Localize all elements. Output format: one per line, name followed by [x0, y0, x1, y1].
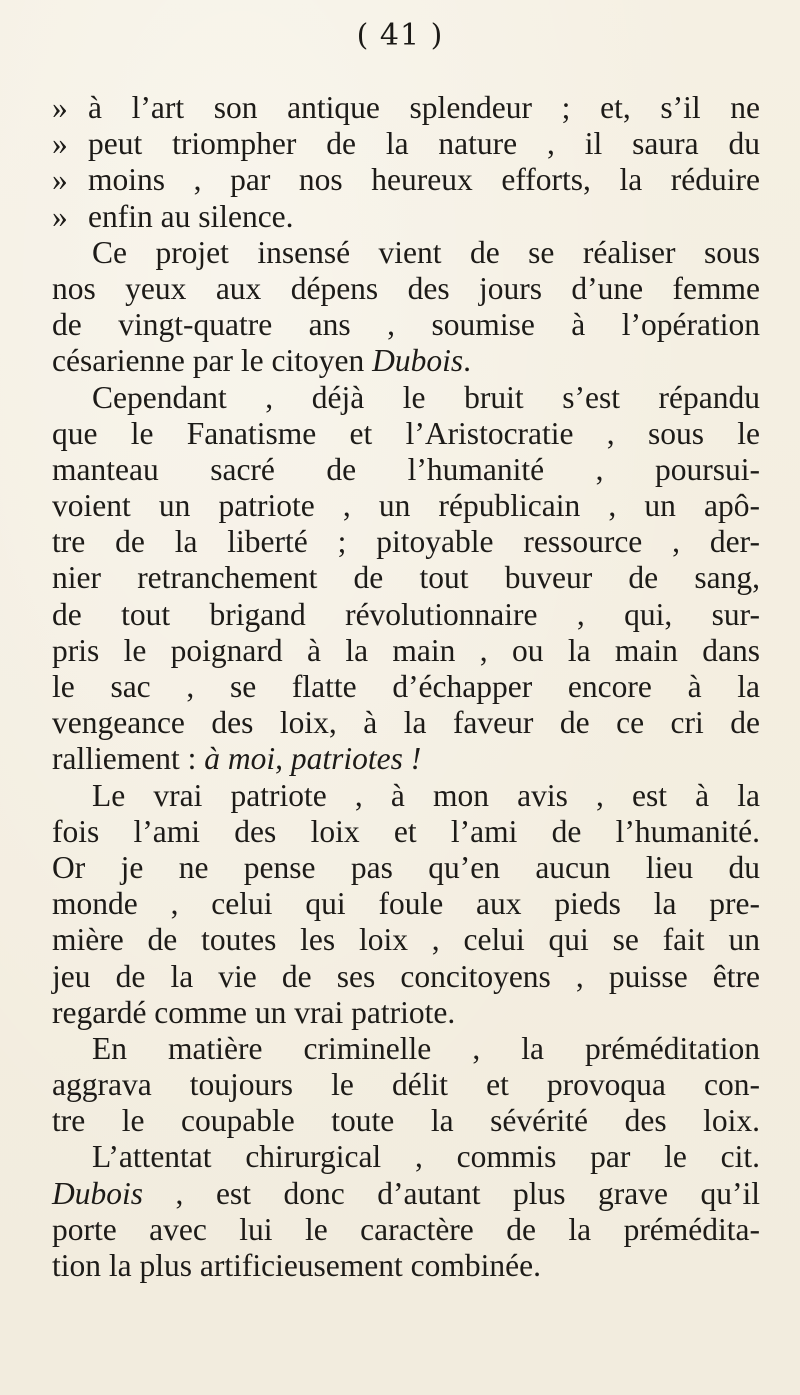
text-line — [52, 1067, 760, 1103]
line-text: monde , celui qui foule aux pieds la pre- — [52, 886, 760, 922]
line-text: enfin au silence. — [88, 198, 294, 234]
line-text: nier retranchement de tout buveur de sang, — [52, 560, 760, 596]
line-text: tre le coupable toute la sévérité des loix. — [52, 1103, 760, 1139]
line-text: tre de la liberté ; pitoyable ressource , der- — [52, 524, 760, 560]
line-text: Ce projet insensé vient de se réaliser sous — [92, 234, 760, 270]
quote-mark: » — [52, 90, 68, 125]
line-text: Le vrai patriote , à mon avis , est à la — [92, 777, 760, 813]
line-text: tion la plus artificieusement combinée. — [52, 1248, 541, 1283]
text-line — [52, 814, 760, 850]
text-line — [52, 922, 760, 958]
text-line — [52, 1248, 760, 1284]
text-line — [52, 1031, 760, 1067]
text-line — [52, 199, 760, 235]
line-text: moins , par nos heureux efforts, la réduire — [88, 162, 760, 198]
text-line — [52, 452, 760, 488]
text-line — [52, 126, 760, 162]
line-text: le sac , se flatte d’échapper encore à la — [52, 669, 760, 704]
line-text: porte avec lui le caractère de la prémédita- — [52, 1211, 760, 1247]
line-text-after: . — [463, 343, 471, 379]
line-text: ralliement : — [52, 741, 205, 777]
line-text: aggrava toujours le délit et provoqua con- — [52, 1067, 760, 1103]
line-text: que le Fanatisme et l’Aristocratie , sous le — [52, 415, 760, 451]
text-line — [52, 669, 760, 705]
text-line — [52, 235, 760, 271]
line-text: mière de toutes les loix , celui qui se fait un — [52, 922, 760, 958]
text-line — [52, 1212, 760, 1248]
text-line — [52, 959, 760, 995]
text-line — [52, 633, 760, 669]
line-text: Cependant , déjà le bruit s’est répandu — [92, 379, 760, 415]
text-line — [52, 886, 760, 922]
text-line — [52, 705, 760, 741]
page-number: ( 41 ) — [356, 18, 444, 53]
line-text: de tout brigand révolutionnaire , qui, sur- — [52, 596, 760, 632]
line-text: césarienne par le citoyen — [52, 343, 373, 379]
text-line — [52, 416, 760, 452]
line-text: En matière criminelle , la préméditation — [92, 1030, 760, 1066]
line-text: peut triompher de la nature , il saura du — [88, 126, 760, 162]
text-line — [52, 1103, 760, 1139]
line-text: nos yeux aux dépens des jours d’une femme — [52, 270, 760, 306]
text-line — [52, 380, 760, 416]
text-line — [52, 524, 760, 560]
line-text: vengeance des loix, à la faveur de ce cri de — [52, 705, 760, 741]
text-line — [52, 741, 760, 777]
italic-text: Dubois — [372, 343, 464, 379]
text-line — [52, 850, 760, 886]
text-line — [52, 307, 760, 343]
text-line — [52, 778, 760, 814]
text-line — [52, 1139, 760, 1175]
line-text: pris le poignard à la main , ou la main dans — [52, 632, 760, 668]
line-text: de vingt-quatre ans , soumise à l’opération — [52, 307, 760, 343]
text-line — [52, 560, 760, 596]
italic-text: Dubois — [52, 1175, 144, 1211]
line-text: manteau sacré de l’humanité , poursui- — [52, 451, 760, 487]
line-text-after: , est donc d’autant plus grave qu’il — [143, 1175, 760, 1211]
quote-mark: » — [52, 162, 68, 198]
text-line — [52, 995, 760, 1031]
text-line — [52, 597, 760, 633]
body-text — [52, 90, 760, 1284]
italic-text: à moi, patriotes ! — [204, 741, 422, 777]
quote-mark: » — [52, 126, 68, 162]
text-line — [52, 271, 760, 307]
line-text: regardé comme un vrai patriote. — [52, 994, 456, 1030]
line-text: voient un patriote , un républicain , un apô- — [52, 488, 760, 524]
quote-mark: » — [52, 198, 68, 234]
text-line — [52, 488, 760, 524]
line-text: fois l’ami des loix et l’ami de l’humanité. — [52, 813, 760, 849]
line-text: L’attentat chirurgical , commis par le cit. — [92, 1139, 760, 1175]
line-text: à l’art son antique splendeur ; et, s’il ne — [88, 90, 760, 125]
line-text: jeu de la vie de ses concitoyens , puisse être — [52, 958, 760, 994]
text-line — [52, 90, 760, 126]
text-line — [52, 343, 760, 379]
text-line — [52, 162, 760, 198]
line-text: Or je ne pense pas qu’en aucun lieu du — [52, 849, 760, 885]
text-line — [52, 1176, 760, 1212]
